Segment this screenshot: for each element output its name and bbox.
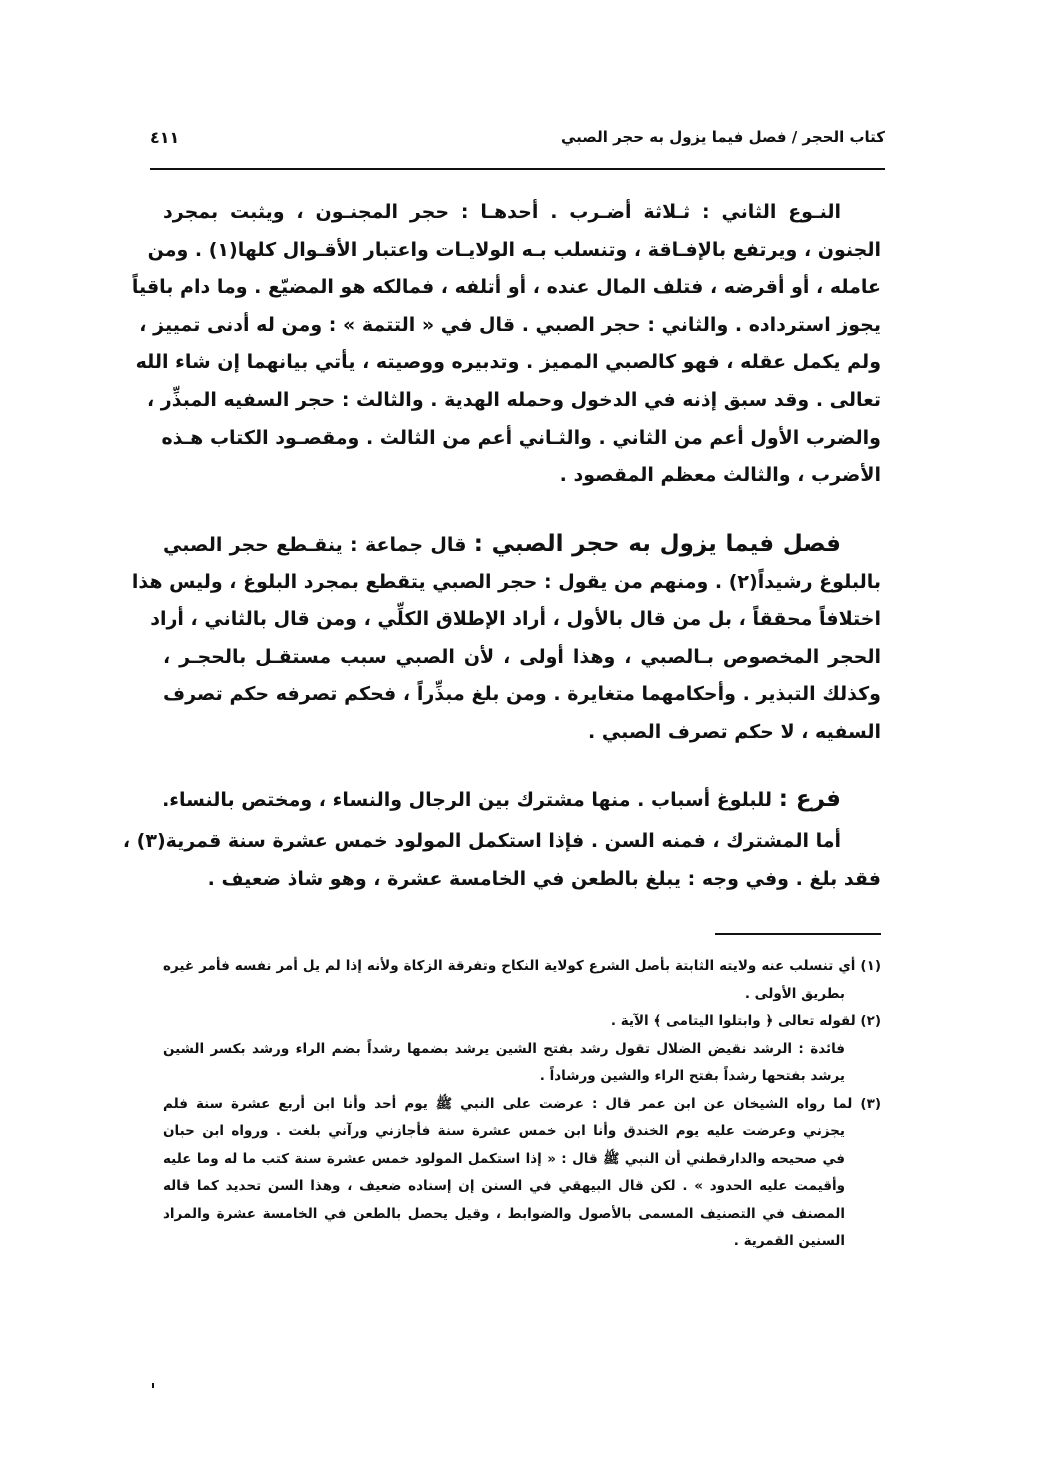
footnote-3 [163, 1091, 881, 1256]
text-line: النـوع الثاني : ثـلاثة أضـرب . أحدهـا : حجر المجنـون ، ويثبت بمجرد [163, 201, 841, 223]
footnote-rule [715, 933, 881, 935]
footnote-2 [163, 1008, 881, 1036]
text-line: بالبلوغ رشيداً(٢) . ومنهم من يقول : حجر الصبي يتقطع بمجرد البلوغ ، وليس هذا [131, 570, 881, 593]
paragraph-branch [163, 781, 881, 819]
branch-heading: فرع : [778, 786, 841, 812]
footnote-line: في صحيحه والدارقطني أن النبي ﷺ قال : « إذا استكمل المولود خمس عشرة سنة كتب ما له وما عليه [163, 1150, 845, 1167]
text-line: تعالى . وقد سبق إذنه في الدخول وحمله الهدية . والثالث : حجر السفيه المبذِّر ، [146, 388, 881, 411]
footnotes [163, 953, 881, 1256]
text-line: الحجر المخصوص بـالصبي ، وهذا أولى ، لأن الصبي سبب مستقـل بالحجـر ، [163, 645, 881, 668]
text-line: اختلافاً محققاً ، بل من قال بالأول ، أراد الإطلاق الكلِّي ، ومن قال بالثاني ، أراد [150, 608, 881, 631]
scan-mark [152, 1383, 154, 1388]
running-header [150, 128, 885, 162]
text-line: الأضرب ، والثالث معظم المقصود . [559, 464, 881, 487]
footnote-line: يجزني وعرضت عليه يوم الخندق وأنا ابن خمس عشرة سنة فأجازني ورآني بلغت . ورواه ابن حبان [163, 1123, 845, 1139]
footnote-note [163, 1036, 881, 1091]
footnote-line: فائدة : الرشد نقيض الضلال تقول رشد بفتح الشين يرشد بضمها رشداً بضم الراء ورشد بكسر الشين [163, 1040, 845, 1057]
text-line: الجنون ، ويرتفع بالإفـاقة ، وتنسلب بـه الولايـات واعتبار الأقـوال كلها(١) . ومن [147, 238, 881, 261]
section-heading: فصل فيما يزول به حجر الصبي : [473, 531, 841, 557]
footnote-line: المصنف في التصنيف المسمى بالأصول والضوابط ، وقيل يحصل بالطعن في الخامسة عشرة والمراد [163, 1205, 845, 1222]
footnote-line: (٢) لقوله تعالى ﴿ وابتلوا اليتامى ﴾ الآية . [610, 1013, 881, 1029]
text-line: والضرب الأول أعم من الثاني . والثـاني أعم من الثالث . ومقصـود الكتاب هـذه [161, 426, 881, 449]
paragraph-age [122, 823, 881, 898]
text-line: السفيه ، لا حكم تصرف الصبي . [588, 720, 881, 743]
footnote-line: (٣) لما رواه الشيخان عن ابن عمر قال : عرضت على النبي ﷺ يوم أحد وأنا ابن أربع عشرة سنة فلم [163, 1095, 881, 1112]
text-segment: قال جماعة : ينقـطع حجر الصبي [163, 534, 467, 556]
footnote-line: يرشد بفتحها رشداً بفتح الراء والشين ورشاداً . [539, 1068, 845, 1084]
page-number: ٤١١ [150, 128, 180, 147]
text-segment: للبلوغ أسباب . منها مشترك بين الرجال والنساء ، ومختص بالنساء. [162, 789, 773, 811]
footnote-line: وأقيمت عليه الحدود » . لكن قال البيهقي في السنن إن إسناده ضعيف ، وهذا السن تحديد كما قاله [163, 1178, 845, 1194]
text-line: ولم يكمل عقله ، فهو كالصبي المميز . وتدبيره ووصيته ، يأتي بيانهما إن شاء الله [135, 351, 881, 374]
text-line: وكذلك التبذير . وأحكامهما متغايرة . ومن بلغ مبذِّراً ، فحكم تصرفه حكم تصرف [163, 683, 881, 706]
text-line: يجوز استرداده . والثاني : حجر الصبي . قال في « التتمة » : ومن له أدنى تمييز ، [139, 313, 881, 336]
footnote-line: السنين القمرية . [733, 1233, 845, 1249]
section-end-of-child-interdiction [131, 526, 881, 752]
text-line [163, 526, 881, 564]
footnote-line: (١) أي تنسلب عنه ولايته الثابتة بأصل الشرع كولاية النكاح وتفرقة الزكاة ولأنه إذا لم يل أمر نفسه فأمر غيره [163, 958, 881, 974]
footnote-1 [163, 953, 881, 1008]
text-line: أما المشترك ، فمنه السن . فإذا استكمل المولود خمس عشرة سنة قمرية(٣) ، [122, 830, 841, 852]
footnote-line: بطريق الأولى . [744, 985, 845, 1002]
text-line [163, 781, 881, 819]
paragraph-types-of-interdiction [131, 194, 881, 495]
text-line: عامله ، أو أقرضه ، فتلف المال عنده ، أو أتلفه ، فمالكه هو المضيّع . وما دام باقياً [131, 276, 881, 299]
header-rule [150, 168, 885, 170]
running-title: كتاب الحجر / فصل فيما يزول به حجر الصبي [561, 128, 885, 146]
text-line: فقد بلغ . وفي وجه : يبلغ بالطعن في الخامسة عشرة ، وهو شاذ ضعيف . [207, 867, 881, 890]
